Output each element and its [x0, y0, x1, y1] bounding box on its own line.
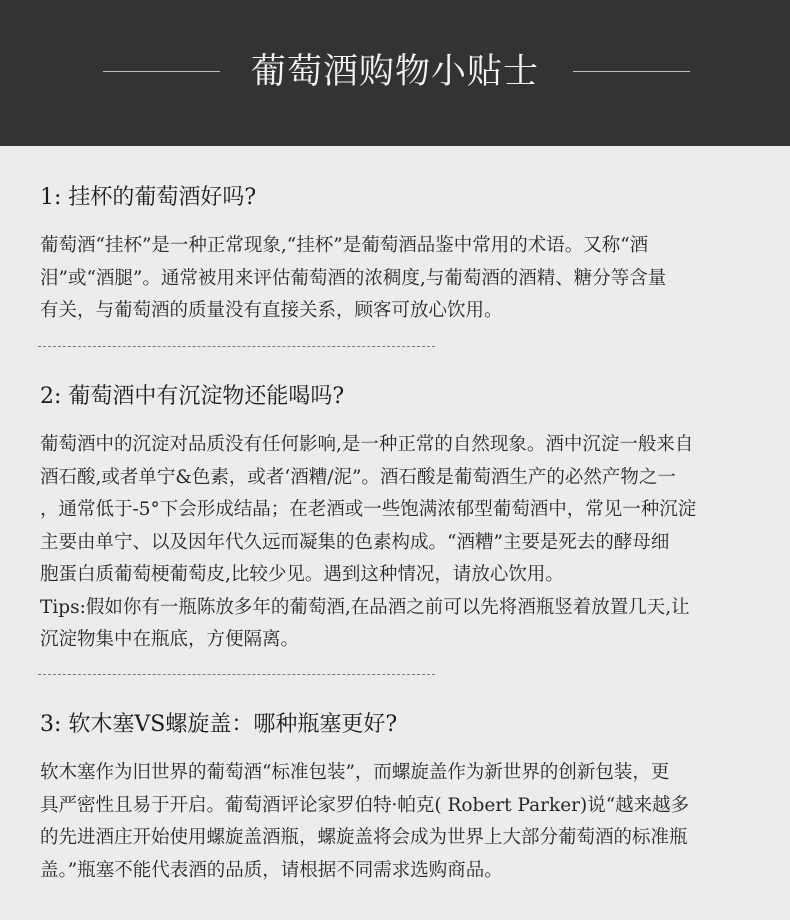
tip-question-3: 3: 软木塞VS螺旋盖：哪种瓶塞更好?: [40, 712, 398, 737]
answer-line: 的先进酒庄开始使用螺旋盖酒瓶，螺旋盖将会成为世界上大部分葡萄酒的标准瓶: [40, 827, 688, 848]
tip-question-1: 1: 挂杯的葡萄酒好吗?: [40, 185, 257, 210]
tip-section-1: [40, 182, 752, 328]
header-right-rule: [573, 71, 690, 72]
page-title: 葡萄酒购物小贴士: [250, 52, 539, 92]
answer-line: Tips:假如你有一瓶陈放多年的葡萄酒,在品酒之前可以先将酒瓶竖着放置几天,让: [40, 596, 690, 618]
answer-line: 泪”或“酒腿”。通常被用来评估葡萄酒的浓稠度,与葡萄酒的酒精、糖分等含量: [40, 267, 667, 289]
answer-line: 胞蛋白质葡萄梗葡萄皮,比较少见。遇到这种情况，请放心饮用。: [40, 564, 564, 585]
tip-answer-3: [40, 757, 752, 887]
answer-line: 有关，与葡萄酒的质量没有直接关系，顾客可放心饮用。: [40, 300, 503, 321]
answer-line: 主要由单宁、以及因年代久远而凝集的色素构成。“酒糟”主要是死去的酵母细: [40, 531, 670, 553]
section-divider-1: [38, 346, 435, 347]
tip-section-2: [40, 381, 752, 657]
answer-line: 具严密性且易于开启。葡萄酒评论家罗伯特·帕克( Robert Parker)说“越来越多: [40, 794, 690, 816]
answer-line: ，通常低于-5°下会形成结晶；在老酒或一些饱满浓郁型葡萄酒中，常见一种沉淀: [40, 499, 697, 520]
section-divider-2: [38, 674, 435, 675]
tip-answer-1: [40, 230, 752, 328]
tip-question-2: 2: 葡萄酒中有沉淀物还能喝吗?: [40, 384, 345, 409]
answer-line: 葡萄酒“挂杯”是一种正常现象,“挂杯”是葡萄酒品鉴中常用的术语。又称“酒: [40, 235, 649, 256]
answer-line: 沉淀物集中在瓶底，方便隔离。: [40, 629, 300, 650]
header-banner: [0, 0, 790, 146]
tip-answer-2: [40, 429, 752, 657]
answer-line: 盖。”瓶塞不能代表酒的品质，请根据不同需求选购商品。: [40, 859, 503, 881]
answer-line: 酒石酸,或者单宁&色素，或者‘酒糟/泥”。酒石酸是葡萄酒生产的必然产物之一: [40, 466, 676, 488]
answer-line: 葡萄酒中的沉淀对品质没有任何影响,是一种正常的自然现象。酒中沉淀一般来自: [40, 434, 694, 455]
tip-section-3: [40, 709, 752, 887]
answer-line: 软木塞作为旧世界的葡萄酒“标准包装”，而螺旋盖作为新世界的创新包装，更: [40, 762, 670, 783]
